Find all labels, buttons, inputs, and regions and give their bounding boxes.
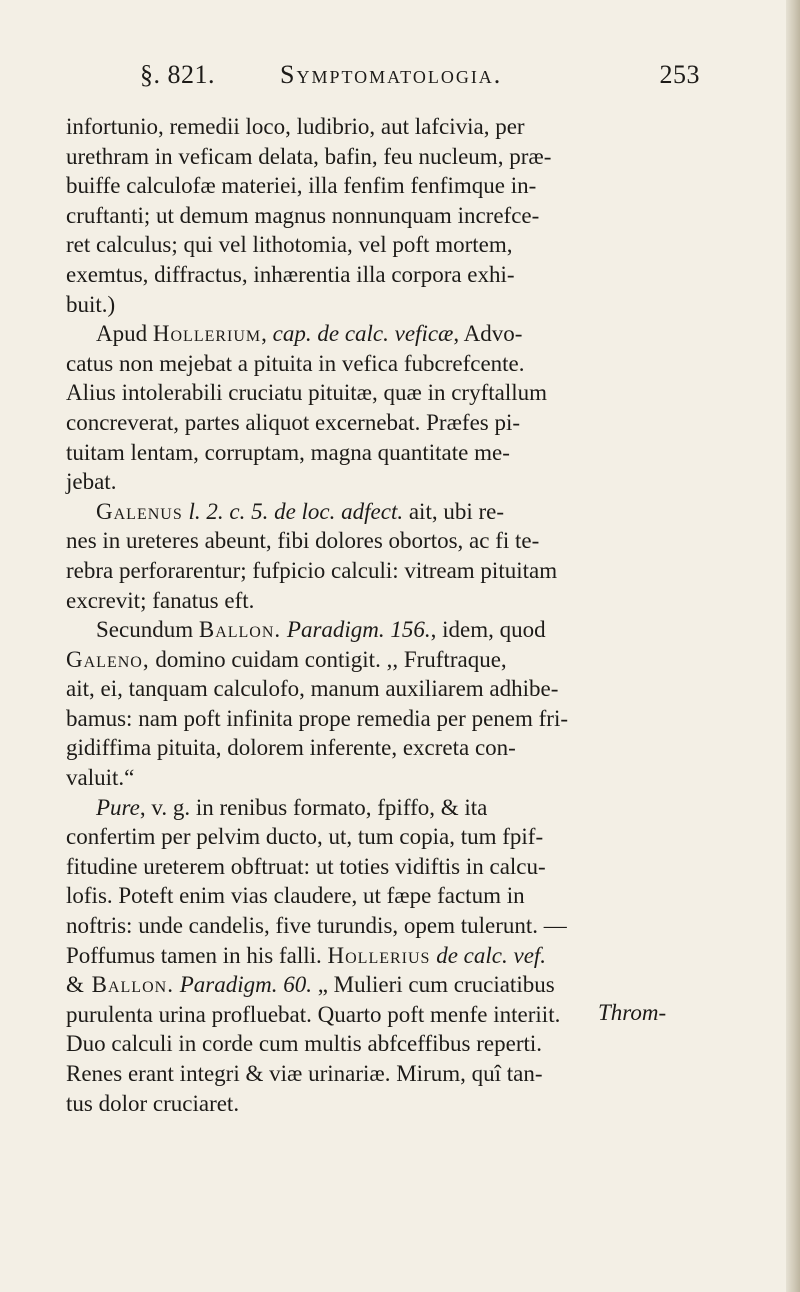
paragraph-start: Apud Hollerium, cap. de calc. veficæ, Advo- — [96, 321, 523, 347]
text-line: catus non mejebat a pituita in vefica fubcrefcente. — [66, 350, 525, 376]
text-line: buiffe calculofæ materiei, illa fenfim fenfimque in- — [66, 173, 537, 199]
citation: cap. de calc. veficæ — [272, 321, 454, 347]
text-line — [66, 941, 726, 971]
text-line: jebat. — [66, 469, 117, 495]
text-line: nes in ureteres abeunt, fibi dolores obortos, ac fi te- — [66, 528, 540, 554]
text-line: fitudine ureterem obftruat: ut toties vidiftis in calcu- — [66, 853, 546, 879]
text-line — [66, 645, 726, 675]
text-line: lofis. Poteft enim vias claudere, ut fæpe factum in — [66, 883, 525, 909]
author-name: Galeno, — [66, 646, 150, 672]
text-fragment: „ Mulieri cum cruciatibus — [317, 972, 555, 998]
text-line: infortunio, remedii loco, ludibrio, aut lafcivia, per — [66, 114, 525, 139]
running-header — [140, 60, 700, 96]
text-line: noftris: unde candelis, five turundis, opem tulerunt. — — [66, 913, 567, 939]
page-edge — [786, 0, 800, 1292]
citation: l. 2. c. 5. de loc. adfect. — [188, 498, 404, 524]
body-text — [66, 112, 726, 1118]
page-number: 253 — [659, 60, 700, 89]
text-line: ait, ei, tanquam calculofo, manum auxiliarem adhibe- — [66, 676, 559, 702]
text-fragment: Poffumus tamen in his falli. — [66, 942, 322, 968]
author-name: Galenus — [96, 498, 183, 524]
text-line: Renes erant integri & viæ urinariæ. Mirum, quî tan- — [66, 1061, 543, 1086]
paragraph-start — [66, 615, 726, 645]
text-fragment: Secundum — [96, 617, 194, 643]
text-line: valuit.“ — [66, 765, 135, 791]
text-line: Alius intolerabili cruciatu pituitæ, quæ in cryftallum — [66, 380, 548, 406]
text-fragment: Apud — [96, 321, 148, 347]
text-fragment: Advo- — [463, 321, 523, 347]
text-line: tus dolor cruciaret. — [66, 1090, 240, 1116]
author-name: & Ballon. — [66, 972, 174, 998]
author-name: Hollerium — [152, 321, 262, 347]
text-line: exemtus, diffractus, inhærentia illa corpora exhi- — [66, 261, 515, 287]
text-line: concreverat, partes aliquot excernebat. Præfes pi- — [66, 409, 521, 435]
text-line: bamus: nam poft infinita prope remedia per penem fri- — [66, 705, 568, 731]
text-fragment: Pure — [96, 794, 140, 820]
citation: de calc. vef. — [436, 942, 547, 968]
text-line: excrevit; fanatus eft. — [66, 587, 255, 613]
text-fragment: , idem, quod — [430, 617, 546, 643]
text-line — [66, 970, 726, 1000]
citation: Paradigm. 60. — [179, 972, 312, 998]
text-fragment: ait, ubi re- — [408, 498, 504, 524]
text-line: ret calculus; qui vel lithotomia, vel poft mortem, — [66, 232, 513, 258]
text-line: Duo calculi in corde cum multis abfceffibus reperti. — [66, 1031, 543, 1057]
author-name: Hollerius — [327, 942, 431, 968]
text-line: tuitam lentam, corruptam, magna quantitate me- — [66, 439, 510, 465]
text-line: purulenta urina profluebat. Quarto poft menfe interiit. — [66, 1001, 561, 1027]
author-name: Ballon. — [198, 617, 282, 643]
text-line: cruftanti; ut demum magnus nonnunquam increfce- — [66, 202, 540, 228]
paragraph-start — [66, 793, 726, 823]
paragraph-start — [66, 497, 726, 527]
text-fragment: , v. g. in renibus formato, fpiffo, & ita — [139, 794, 488, 820]
running-title: Symptomatologia. — [280, 60, 503, 89]
catchword: Throm- — [598, 1000, 667, 1025]
text-fragment: domino cuidam contigit. ,, Fruftraque, — [155, 646, 507, 672]
text-line: rebra perforarentur; fufpicio calculi: vitream pituitam — [66, 557, 558, 583]
section-number: §. 821. — [140, 60, 215, 89]
text-line: gidiffima pituita, dolorem inferente, excreta con- — [66, 735, 516, 761]
text-line: buit.) — [66, 291, 116, 317]
citation: Paradigm. 156. — [286, 617, 431, 643]
text-line: urethram in veficam delata, bafin, feu nucleum, præ- — [66, 143, 552, 169]
text-line: confertim per pelvim ducto, ut, tum copia, tum fpif- — [66, 824, 544, 850]
